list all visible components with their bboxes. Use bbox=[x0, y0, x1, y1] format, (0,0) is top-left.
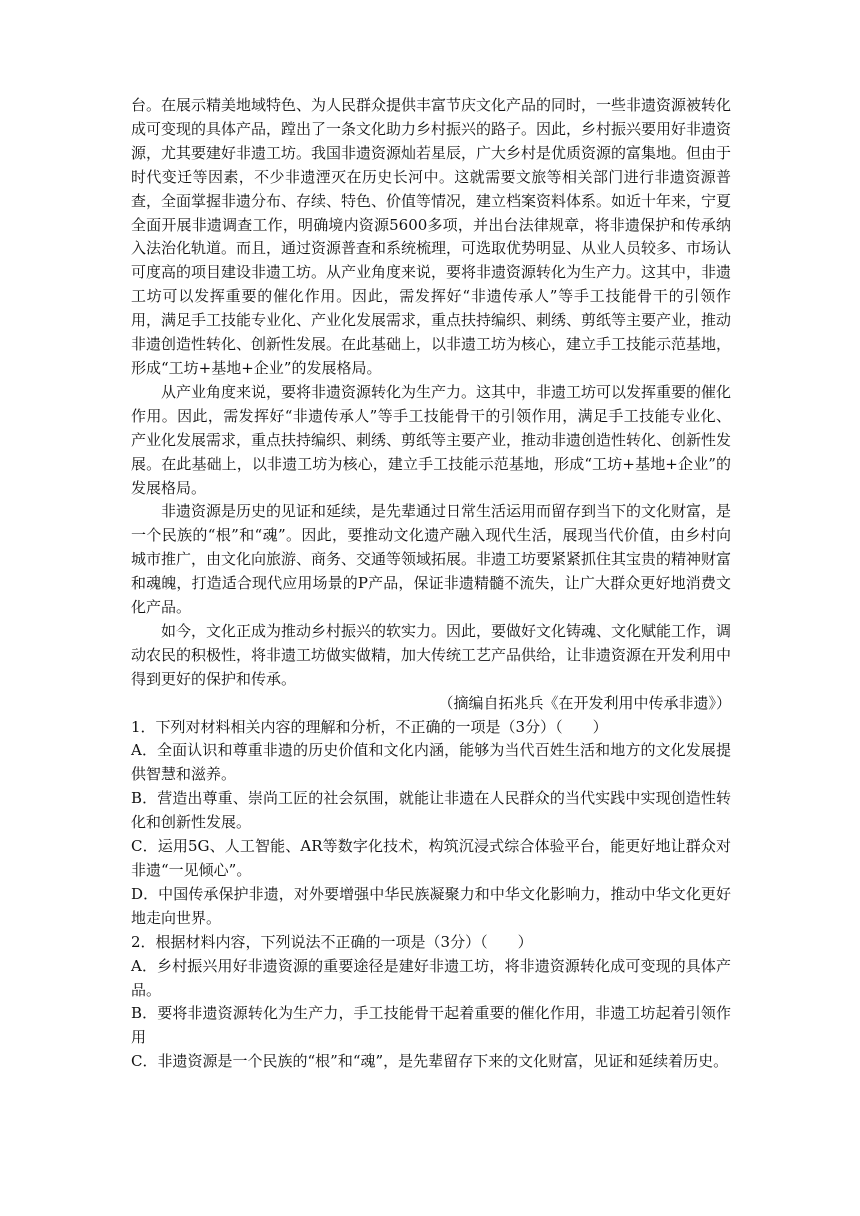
question-1-option-c: C．运用5G、人工智能、AR等数字化技术，构筑沉浸式综合体验平台，能更好地让群众对非遗“一见倾心”。 bbox=[131, 837, 731, 879]
article-paragraph-1: 台。在展示精美地域特色、为人民群众提供丰富节庆文化产品的同时，一些非遗资源被转化成可变现的具体产品，蹚出了一条文化助力乡村振兴的路子。因此，乡村振兴要用好非遗资源，尤其要建好非遗工坊。我国非遗资源灿若星辰，广大乡村是优质资源的富集地。但由于时代变迁等因素，不少非遗湮灭在历史长河中。这就需要文旅等相关部门进行非遗资源普查，全面掌握非遗分布、存续、特色、价值等情况，建立档案资料体系。如近十年来，宁夏全面开展非遗调查工作，明确境内资源5600多项，并出台法律规章，将非遗保护和传承纳入法治化轨道。而且，通过资源普查和系统梳理，可选取优势明显、从业人员较多、市场认可度高的项目建设非遗工坊。从产业角度来说，要将非遗资源转化为生产力。这其中，非遗工坊可以发挥重要的催化作用。因此，需发挥好“非遗传承人”等手工技能骨干的引领作用，满足手工技能专业化、产业化发展需求，重点扶持编织、刺绣、剪纸等主要产业，推动非遗创造性转化、创新性发展。在此基础上，以非遗工坊为核心，建立手工技能示范基地，形成“工坊+基地+企业”的发展格局。 bbox=[131, 96, 732, 377]
question-2 bbox=[131, 931, 731, 1074]
question-2-option-c: C．非遗资源是一个民族的“根”和“魂”，是先辈留存下来的文化财富，见证和延续着历史。 bbox=[131, 1052, 729, 1071]
question-1-option-a: A．全面认识和尊重非遗的历史价值和文化内涵，能够为当代百姓生活和地方的文化发展提供智慧和滋养。 bbox=[131, 741, 731, 784]
exam-page bbox=[131, 94, 731, 1074]
question-2-option-a: A．乡村振兴用好非遗资源的重要途径是建好非遗工坊，将非遗资源转化成可变现的具体产品。 bbox=[131, 956, 731, 999]
question-2-stem: 2．根据材料内容，下列说法不正确的一项是（3分）（ ） bbox=[131, 932, 533, 951]
question-1-stem: 1．下列对材料相关内容的理解和分析，不正确的一项是（3分）（ ） bbox=[131, 717, 608, 736]
article-paragraph-4: 如今，文化正成为推动乡村振兴的软实力。因此，要做好文化铸魂、文化赋能工作，调动农民的积极性，将非遗工坊做实做精，加大传统工艺产品供给，让非遗资源在开发利用中得到更好的保护和传承。 bbox=[131, 621, 732, 688]
article-paragraph-3: 非遗资源是历史的见证和延续，是先辈通过日常生活运用而留存到当下的文化财富，是一个民族的“根”和“魂”。因此，要推动文化遗产融入现代生活，展现当代价值，由乡村向城市推广，由文化向旅游、商务、交通等领域拓展。非遗工坊要紧紧抓住其宝贵的精神财富和魂魄，打造适合现代应用场景的P产品，保证非遗精髓不流失，让广大群众更好地消费文化产品。 bbox=[131, 502, 732, 617]
article-paragraph-2: 从产业角度来说，要将非遗资源转化为生产力。这其中，非遗工坊可以发挥重要的催化作用。因此，需发挥好“非遗传承人”等手工技能骨干的引领作用，满足手工技能专业化、产业化发展需求，重点扶持编织、刺绣、剪纸等主要产业，推动非遗创造性转化、创新性发展。在此基础上，以非遗工坊为核心，建立手工技能示范基地，形成“工坊+基地+企业”的发展格局。 bbox=[131, 382, 732, 497]
question-2-option-b: B．要将非遗资源转化为生产力，手工技能骨干起着重要的催化作用，非遗工坊起着引领作用 bbox=[131, 1004, 731, 1047]
question-1-option-b: B．营造出尊重、崇尚工匠的社会氛围，就能让非遗在人民群众的当代实践中实现创造性转化和创新性发展。 bbox=[131, 789, 731, 832]
article-source: （摘编自拓兆兵《在开发利用中传承非遗》） bbox=[438, 693, 731, 712]
question-1 bbox=[131, 716, 731, 931]
question-1-option-d: D．中国传承保护非遗，对外要增强中华民族凝聚力和中华文化影响力，推动中华文化更好地走向世界。 bbox=[131, 884, 731, 927]
